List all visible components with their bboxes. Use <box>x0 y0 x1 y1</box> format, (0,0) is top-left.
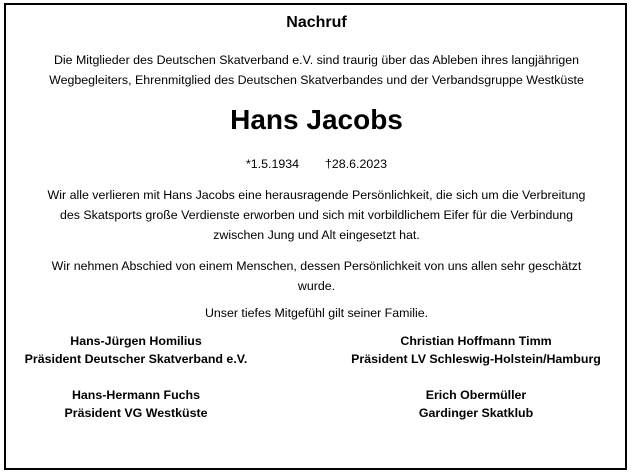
signatory-name: Hans-Jürgen Homilius <box>70 334 202 348</box>
signatory-title: Präsident LV Schleswig-Holstein/Hamburg <box>351 352 601 366</box>
signature-block <box>6 386 266 422</box>
tribute-line-1: Wir alle verlieren mit Hans Jacobs eine herausragende Persönlichkeit, die sich um die Verbreitung <box>47 188 586 202</box>
tribute-line-3: zwischen Jung und Alt eingesetzt hat. <box>213 228 420 242</box>
farewell-line-2: wurde. <box>297 279 336 293</box>
signatory-name: Erich Obermüller <box>425 388 527 402</box>
farewell-line-1: Wir nehmen Abschied von einem Menschen, dessen Persönlichkeit von uns allen sehr geschätzt <box>51 259 582 273</box>
birth-date: *1.5.1934 <box>245 157 300 171</box>
tribute-paragraph <box>0 185 633 245</box>
signature-block <box>346 332 606 368</box>
farewell-paragraph <box>0 256 633 296</box>
life-dates <box>0 154 633 174</box>
signatory-title: Gardinger Skatklub <box>418 406 534 420</box>
condolence-text: Unser tiefes Mitgefühl gilt seiner Familie. <box>204 306 429 320</box>
tribute-line-2: des Skatsports große Verdienste erworben und sich mit vorbildlichem Eifer für die Verbindung <box>59 208 574 222</box>
signatory-title: Präsident VG Westküste <box>64 406 208 420</box>
signature-block <box>346 386 606 422</box>
deceased-name: Hans Jacobs <box>230 104 403 135</box>
intro-line-2: Wegbegleiters, Ehrenmitglied des Deutschen Skatverbandes und der Verbandsgruppe Westküste <box>49 73 584 87</box>
intro-text <box>0 50 633 90</box>
signatory-name: Hans-Hermann Fuchs <box>71 388 201 402</box>
death-date: †28.6.2023 <box>325 157 388 171</box>
signatory-name: Christian Hoffmann Timm <box>400 334 552 348</box>
signatory-title: Präsident Deutscher Skatverband e.V. <box>24 352 248 366</box>
notice-heading: Nachruf <box>286 14 347 31</box>
signature-block <box>6 332 266 368</box>
intro-line-1: Die Mitglieder des Deutschen Skatverband e.V. sind traurig über das Ableben ihres langjährigen <box>53 53 580 67</box>
